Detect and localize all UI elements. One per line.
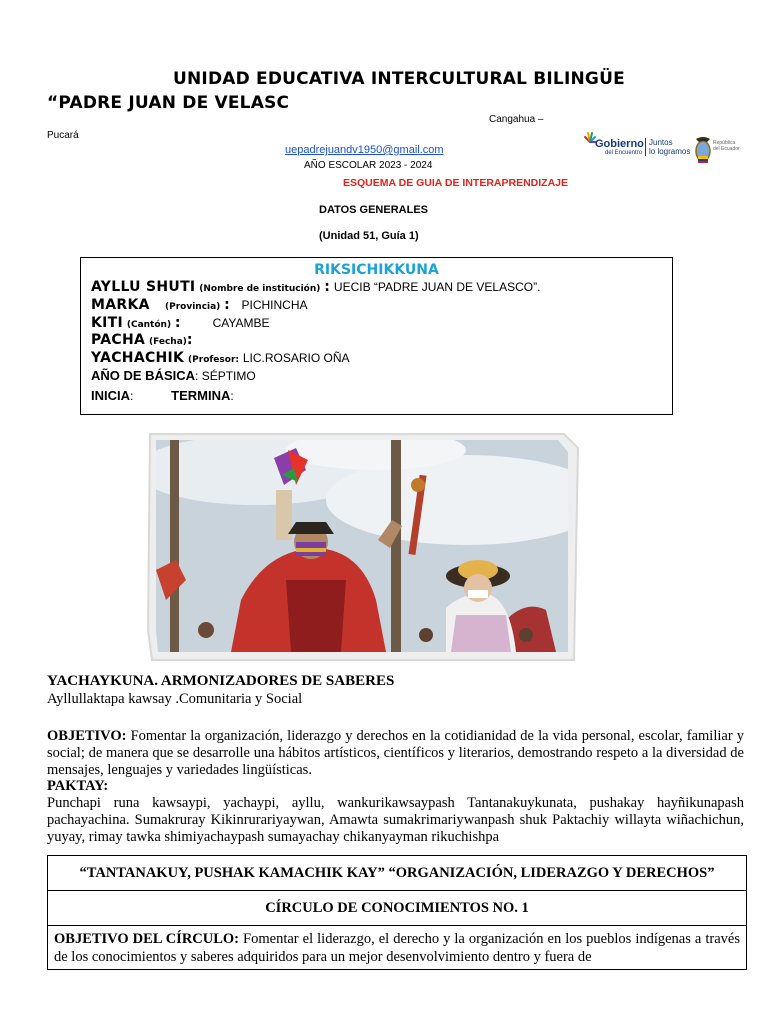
row-marka: MARKA (Provincia) : PICHINCHA	[91, 297, 308, 313]
school-email-link[interactable]: uepadrejuandv1950@gmail.com	[285, 144, 444, 156]
table-row	[48, 926, 747, 970]
row-kiti: KITI (Cantón) : CAYAMBE	[91, 315, 270, 331]
row-pacha: PACHA (Fecha):	[91, 332, 193, 348]
objetivo-circulo-label: OBJETIVO DEL CÍRCULO:	[54, 931, 240, 947]
scheme-title: ESQUEMA DE GUIA DE INTERAPRENDIZAJE	[343, 177, 568, 189]
school-year: AÑO ESCOLAR 2023 - 2024	[304, 160, 433, 171]
ayllu-sub: (Nombre de institución)	[199, 284, 321, 294]
kiti-label: KITI	[91, 315, 124, 331]
ayllu-label: AYLLU SHUTI	[91, 279, 196, 295]
yachachik-value: LIC.ROSARIO OÑA	[242, 351, 350, 365]
marka-sub: (Provincia)	[165, 302, 221, 312]
row-ayllu-shuti: AYLLU SHUTI (Nombre de institución) : UECIB “PADRE JUAN DE VELASCO”.	[91, 279, 541, 295]
republica-text-2: del Ecuador	[713, 146, 740, 152]
government-logos	[583, 130, 743, 170]
marka-label: MARKA	[91, 297, 150, 313]
circle-table	[47, 855, 747, 970]
ecuador-coat-of-arms-icon	[693, 134, 713, 166]
general-data-box	[80, 257, 673, 415]
school-title-line2: “PADRE JUAN DE VELASC	[47, 93, 290, 113]
row-ano-basica: AÑO DE BÁSICA: SÉPTIMO	[91, 368, 256, 383]
gobierno-main-text: Gobierno	[595, 138, 644, 150]
table-cell-circle: CÍRCULO DE CONOCIMIENTOS NO. 1	[48, 891, 747, 926]
juntos-text-1: Juntos	[649, 138, 673, 147]
objetivo-paragraph	[47, 728, 744, 779]
gobierno-logo	[595, 139, 644, 157]
termina-label: TERMINA	[171, 388, 231, 403]
datos-generales-heading: DATOS GENERALES	[319, 204, 428, 216]
kiti-sub: (Cantón)	[126, 320, 172, 330]
ayllullaktapa-line: Ayllullaktapa kawsay .Comunitaria y Social	[47, 691, 303, 707]
paktay-text: Punchapi runa kawsaypi, yachaypi, ayllu, wankurikawsaypash Tantanakuykunata, pushakay hayñikunapash pachayachina. Sumakruray Kikinrurariyaywan, Amawta sumakrimariywanpash shuk Paktachiy willayta wiñachichun, yuyay, rimay tawka shimiyachaypash sumayachay chikanyayman rikuchishpa	[47, 795, 744, 845]
row-yachachik	[91, 350, 350, 366]
yachachik-sub: (Profesor:	[188, 355, 239, 365]
juntos-logo	[645, 138, 690, 156]
location-pucara: Pucará	[47, 130, 79, 141]
yachaykuna-heading: YACHAYKUNA. ARMONIZADORES DE SABERES	[47, 673, 395, 689]
pacha-sub: (Fecha)	[148, 337, 187, 347]
table-row	[48, 891, 747, 926]
republica-text-1: República	[713, 140, 736, 146]
school-title-line1: UNIDAD EDUCATIVA INTERCULTURAL BILINGÜE	[173, 69, 625, 89]
yachachik-label: YACHACHIK	[91, 350, 185, 366]
republica-logo	[713, 140, 740, 152]
paktay-label: PAKTAY:	[47, 778, 109, 794]
basica-value: SÉPTIMO	[201, 369, 256, 383]
ayllu-value: UECIB “PADRE JUAN DE VELASCO”.	[333, 280, 541, 294]
gobierno-sub-text: del Encuentro	[605, 150, 643, 156]
box-title: RIKSICHIKKUNA	[314, 262, 439, 278]
pacha-label: PACHA	[91, 332, 146, 348]
table-cell-objetivo	[48, 926, 747, 970]
unidad-guia-label: (Unidad 51, Guía 1)	[319, 230, 419, 242]
row-inicia-termina: INICIA: TERMINA:	[91, 388, 234, 403]
location-cangahua: Cangahua –	[489, 114, 544, 125]
kiti-value: CAYAMBE	[212, 316, 270, 330]
marka-value: PICHINCHA	[241, 298, 308, 312]
inicia-label: INICIA	[91, 388, 130, 403]
table-cell-title: “TANTANAKUY, PUSHAK KAMACHIK KAY” “ORGANIZACIÓN, LIDERAZGO Y DERECHOS”	[48, 856, 747, 891]
objetivo-text: Fomentar la organización, liderazgo y derechos en la cotidianidad de la vida personal, escolar, familiar y social; de manera que se desarrolle una hábitos artísticos, científicos y literarios, demostrando respeto a la diversidad de mensajes, lenguajes y variedades lingüísticas.	[47, 728, 745, 778]
ceremony-photo	[146, 430, 580, 662]
basica-label: AÑO DE BÁSICA	[91, 368, 196, 383]
juntos-text-2: lo logramos	[649, 147, 691, 156]
table-row	[48, 856, 747, 891]
objetivo-label: OBJETIVO:	[47, 728, 127, 744]
objetivo-circulo-text: Fomentar el liderazgo, el derecho y la organización en los pueblos indígenas a través de los conocimientos y saberes adquiridos para un mejor desenvolvimiento dentro y fuera de	[54, 931, 740, 965]
